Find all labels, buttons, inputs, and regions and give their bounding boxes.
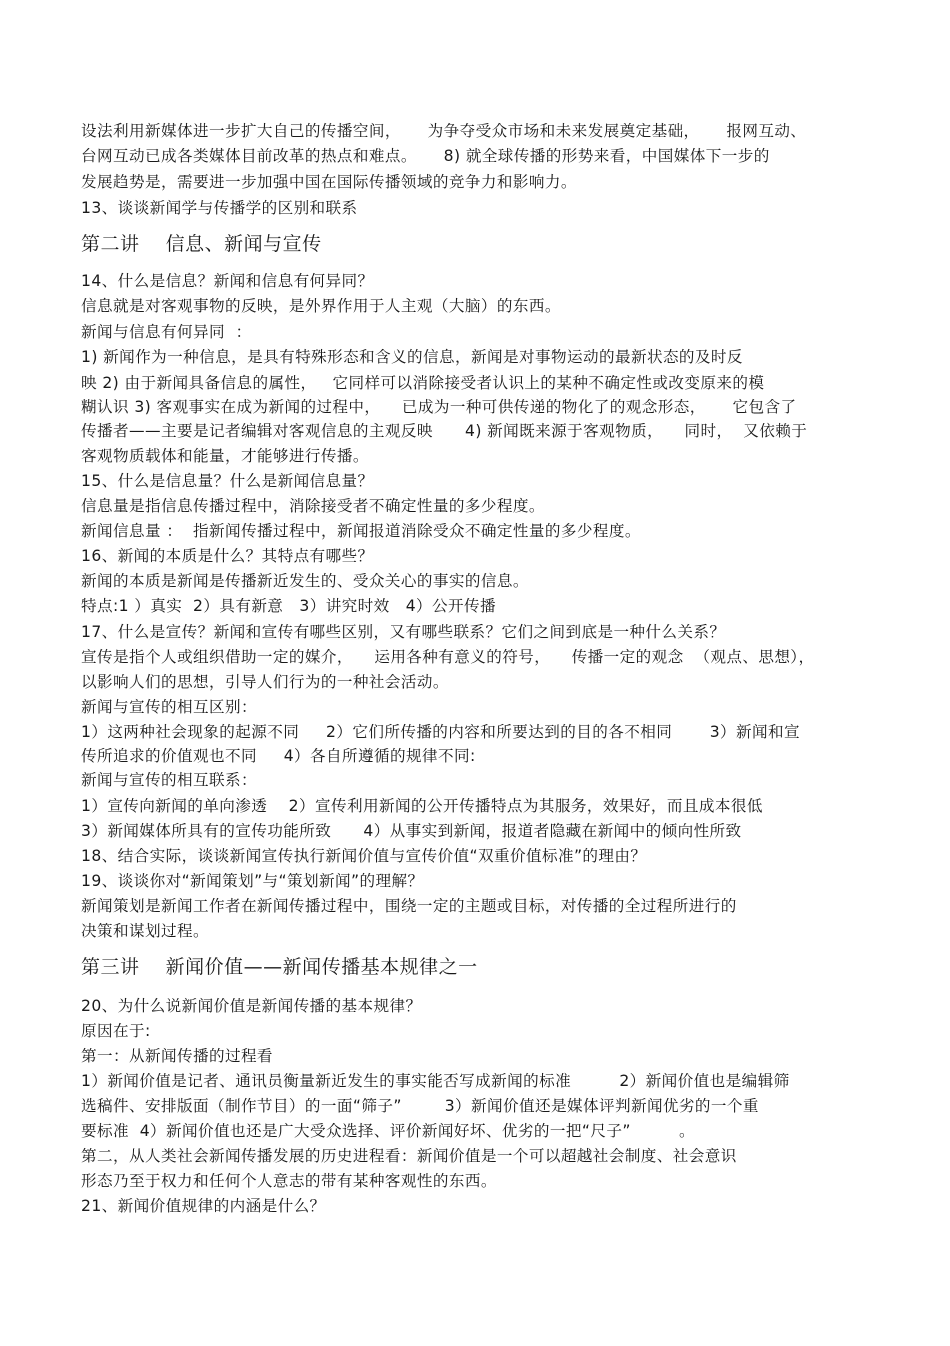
text-line: 1）新闻价值是记者、通讯员衡量新近发生的事实能否写成新闻的标准 2）新闻价值也是编辑筛 bbox=[81, 1072, 790, 1090]
text-line: 原因在于: bbox=[81, 1022, 151, 1040]
text-line: 糊认识 3) 客观事实在成为新闻的过程中， 已成为一种可供传递的物化了的观念形态， 它包含了 bbox=[81, 398, 797, 416]
text-line: 形态乃至于权力和任何个人意志的带有某种客观性的东西。 bbox=[81, 1172, 497, 1190]
question-16: 16、新闻的本质是什么？其特点有哪些？ bbox=[81, 547, 374, 565]
question-19: 19、谈谈你对“新闻策划”与“策划新闻”的理解？ bbox=[81, 872, 424, 890]
question-15: 15、什么是信息量？什么是新闻信息量？ bbox=[81, 472, 374, 490]
question-21: 21、新闻价值规律的内涵是什么？ bbox=[81, 1197, 326, 1215]
text-line: 1）宣传向新闻的单向渗透 2）宣传利用新闻的公开传播特点为其服务，效果好，而且成本很低 bbox=[81, 797, 763, 815]
section-heading-lecture-2: 第二讲 信息、新闻与宣传 bbox=[81, 233, 322, 255]
text-line: 发展趋势是，需要进一步加强中国在国际传播领域的竞争力和影响力。 bbox=[81, 173, 577, 191]
question-17: 17、什么是宣传？新闻和宣传有哪些区别，又有哪些联系？它们之间到底是一种什么关系？ bbox=[81, 623, 726, 641]
text-line: 第一：从新闻传播的过程看 bbox=[81, 1047, 273, 1065]
text-line: 信息量是指信息传播过程中，消除接受者不确定性量的多少程度。 bbox=[81, 497, 545, 515]
text-line: 映 2) 由于新闻具备信息的属性， 它同样可以消除接受者认识上的某种不确定性或改变原来的模 bbox=[81, 374, 765, 392]
section-heading-lecture-3: 第三讲 新闻价值——新闻传播基本规律之一 bbox=[81, 956, 478, 978]
text-line: 新闻的本质是新闻是传播新近发生的、受众关心的事实的信息。 bbox=[81, 572, 529, 590]
text-line: 1) 新闻作为一种信息，是具有特殊形态和含义的信息，新闻是对事物运动的最新状态的及时反 bbox=[81, 348, 743, 366]
text-line: 新闻策划是新闻工作者在新闻传播过程中，围绕一定的主题或目标，对传播的全过程所进行的 bbox=[81, 897, 737, 915]
text-line: 选稿件、安排版面（制作节目）的一面“筛子” 3）新闻价值还是媒体评判新闻优劣的一个重 bbox=[81, 1097, 759, 1115]
text-line: 宣传是指个人或组织借助一定的媒介， 运用各种有意义的符号， 传播一定的观念 （观点、思想）， bbox=[81, 648, 815, 666]
text-line: 决策和谋划过程。 bbox=[81, 922, 209, 940]
question-20: 20、为什么说新闻价值是新闻传播的基本规律？ bbox=[81, 997, 422, 1015]
text-line: 传所追求的价值观也不同 4）各自所遵循的规律不同: bbox=[81, 747, 476, 765]
text-line: 要标准 4）新闻价值也还是广大受众选择、评价新闻好坏、优劣的一把“尺子” 。 bbox=[81, 1122, 695, 1140]
text-line: 1）这两种社会现象的起源不同 2）它们所传播的内容和所要达到的目的各不相同 3）新闻和宣 bbox=[81, 723, 801, 741]
text-line: 设法利用新媒体进一步扩大自己的传播空间， 为争夺受众市场和未来发展奠定基础， 报网互动、 bbox=[81, 122, 807, 140]
text-line: 新闻与宣传的相互联系： bbox=[81, 771, 257, 789]
question-13: 13、谈谈新闻学与传播学的区别和联系 bbox=[81, 199, 358, 217]
text-line: 客观物质载体和能量，才能够进行传播。 bbox=[81, 447, 369, 465]
text-line: 新闻与宣传的相互区别： bbox=[81, 698, 257, 716]
text-line: 传播者——主要是记者编辑对客观信息的主观反映 4) 新闻既来源于客观物质， 同时， 又依赖于 bbox=[81, 422, 808, 440]
text-line: 台网互动已成各类媒体目前改革的热点和难点。 8) 就全球传播的形势来看，中国媒体下一步的 bbox=[81, 147, 770, 165]
text-line: 以影响人们的思想，引导人们行为的一种社会活动。 bbox=[81, 673, 449, 691]
question-14: 14、什么是信息？新闻和信息有何异同？ bbox=[81, 272, 374, 290]
text-line: 信息就是对客观事物的反映，是外界作用于人主观（大脑）的东西。 bbox=[81, 297, 561, 315]
text-line: 新闻信息量 ： 指新闻传播过程中，新闻报道消除受众不确定性量的多少程度。 bbox=[81, 522, 641, 540]
question-18: 18、结合实际，谈谈新闻宣传执行新闻价值与宣传价值“双重价值标准”的理由？ bbox=[81, 847, 647, 865]
text-line: 新闻与信息有何异同 ： bbox=[81, 323, 252, 341]
text-line: 3）新闻媒体所具有的宣传功能所致 4）从事实到新闻，报道者隐藏在新闻中的倾向性所致 bbox=[81, 822, 742, 840]
text-line: 特点:1 ）真实 2）具有新意 3）讲究时效 4）公开传播 bbox=[81, 597, 497, 615]
text-line: 第二，从人类社会新闻传播发展的历史进程看：新闻价值是一个可以超越社会制度、社会意识 bbox=[81, 1147, 737, 1165]
